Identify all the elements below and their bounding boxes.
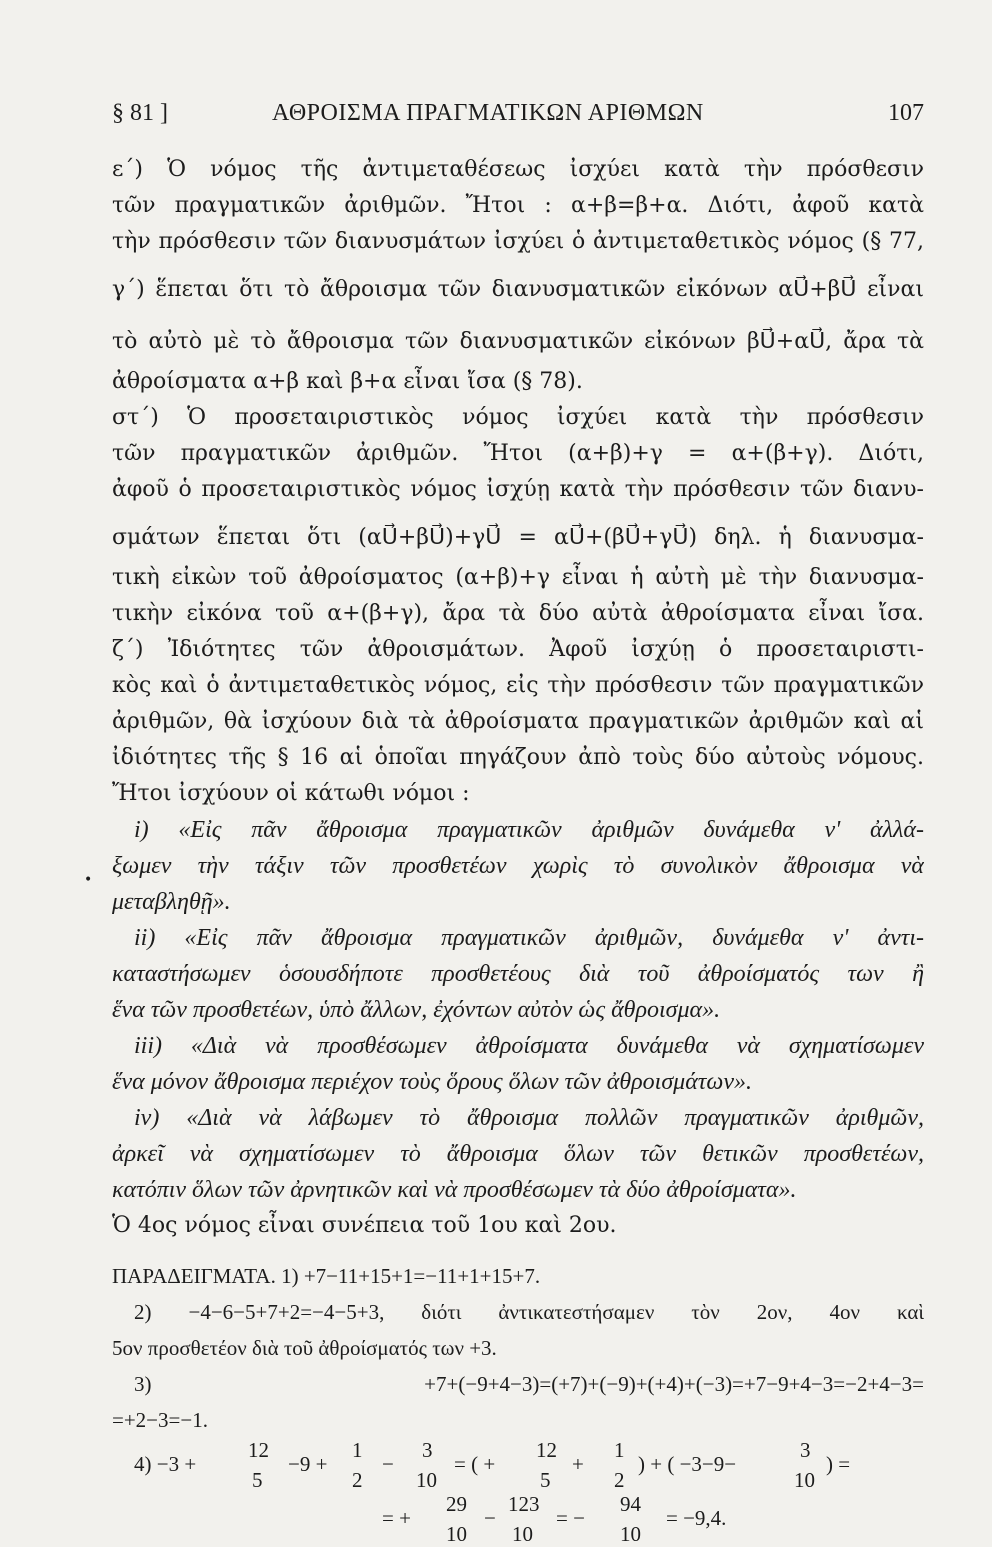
frac-numerator: 12	[248, 1438, 269, 1462]
frac-denominator: 10	[512, 1522, 533, 1546]
ex4-text: = +	[382, 1506, 411, 1530]
law-line: ii) «Εἰς πᾶν ἄθροισμα πραγματικῶν ἀριθμῶν, δυνάμεθα ν' ἀντι-	[134, 925, 924, 951]
ex4-text: = −	[556, 1506, 585, 1530]
frac-numerator: 1	[614, 1438, 625, 1462]
ex4-text: −9 +	[288, 1452, 328, 1476]
ex4-label: 4) −3 +	[134, 1452, 197, 1476]
text-line: τικὴ εἰκὼν τοῦ ἀθροίσματος (α+β)+γ εἶναι ἡ αὐτὴ μὲ τὴν διανυσμα-	[112, 565, 924, 590]
text-line: τὴν πρόσθεσιν τῶν διανυσμάτων ἰσχύει ὁ ἀντιμεταθετικὸς νόμος (§ 77,	[112, 229, 924, 254]
frac-denominator: 2	[614, 1468, 625, 1492]
ex4-text: +	[572, 1452, 584, 1476]
law-line: καταστήσωμεν ὁσουσδήποτε προσθετέους διὰ τοῦ ἀθροίσματός των ἢ	[112, 961, 924, 987]
law-line: iv) «Διὰ νὰ λάβωμεν τὸ ἄθροισμα πολλῶν πραγματικῶν ἀριθμῶν,	[134, 1105, 924, 1131]
frac-denominator: 5	[252, 1468, 263, 1492]
law-line: ἕνα μόνον ἄθροισμα περιέχον τοὺς ὅρους ὅλων τῶν ἀθροισμάτων».	[112, 1069, 752, 1095]
frac-denominator: 10	[794, 1468, 815, 1492]
law-line: i) «Εἰς πᾶν ἄθροισμα πραγματικῶν ἀριθμῶν δυνάμεθα ν' ἀλλά-	[134, 817, 924, 843]
ex4-text: ) + ( −3−9−	[638, 1452, 737, 1476]
frac-numerator: 1	[352, 1438, 363, 1462]
ex4-text: = ( +	[454, 1452, 496, 1476]
frac-numerator: 29	[446, 1492, 467, 1516]
example-line: =+2−3=−1.	[112, 1408, 208, 1432]
law-line: iii) «Διὰ νὰ προσθέσωμεν ἀθροίσματα δυνάμεθα νὰ σχηματίσωμεν	[134, 1033, 924, 1059]
text-line: ἀριθμῶν, θὰ ἰσχύουν διὰ τὰ ἀθροίσματα πραγματικῶν ἀριθμῶν καὶ αἱ	[112, 709, 924, 734]
body-text	[112, 152, 924, 1546]
frac-numerator: 3	[800, 1438, 811, 1462]
text-line: Ὁ 4ος νόμος εἶναι συνέπεια τοῦ 1ου καὶ 2ου.	[112, 1213, 617, 1238]
text-line: κὸς καὶ ὁ ἀντιμεταθετικὸς νόμος, εἰς τὴν πρόσθεσιν τῶν πραγματικῶν	[112, 673, 924, 698]
text-line: στ΄) Ὁ προσεταιριστικὸς νόμος ἰσχύει κατὰ τὴν πρόσθεσιν	[112, 405, 924, 430]
frac-numerator: 94	[620, 1492, 641, 1516]
page-number: 107	[888, 100, 924, 126]
frac-numerator: 123	[508, 1492, 540, 1516]
frac-denominator: 10	[620, 1522, 641, 1546]
example-line: ΠΑΡΑΔΕΙΓΜΑΤΑ. 1) +7−11+15+1=−11+1+15+7.	[112, 1264, 541, 1288]
section-ref: § 81 ]	[112, 100, 168, 126]
law-line: μεταβληθῇ».	[112, 889, 231, 915]
text-line: ἰδιότητες τῆς § 16 αἱ ὁποῖαι πηγάζουν ἀπὸ τοὺς δύο αὐτοὺς νόμους.	[112, 745, 924, 770]
ex4-result: = −9,4.	[666, 1506, 727, 1530]
text-line: ἀφοῦ ὁ προσεταιριστικὸς νόμος ἰσχύῃ κατὰ τὴν πρόσθεσιν τῶν διανυ-	[112, 477, 924, 502]
law-line: ἕνα τῶν προσθετέων, ὑπὸ ἄλλων, ἐχόντων αὐτὸν ὡς ἄθροισμα».	[112, 997, 721, 1023]
frac-denominator: 5	[540, 1468, 551, 1492]
page-header	[112, 100, 924, 136]
text-line: τὸ αὐτὸ μὲ τὸ ἄθροισμα τῶν διανυσματικῶν εἰκόνων βU⃗+αU⃗, ἄρα τὰ	[112, 329, 924, 354]
frac-denominator: 2	[352, 1468, 363, 1492]
example-line: 3) +7+(−9+4−3)=(+7)+(−9)+(+4)+(−3)=+7−9+4−3=−2+4−3=	[134, 1372, 924, 1396]
example-4-line-2	[112, 1492, 924, 1546]
frac-numerator: 12	[536, 1438, 557, 1462]
example-line: 2) −4−6−5+7+2=−4−5+3, διότι ἀντικατεστήσαμεν τὸν 2ον, 4ον καὶ	[134, 1300, 924, 1324]
text-line: γ΄) ἕπεται ὅτι τὸ ἄθροισμα τῶν διανυσματικῶν εἰκόνων αU⃗+βU⃗ εἶναι	[112, 277, 924, 302]
text-line: τικὴν εἰκόνα τοῦ α+(β+γ), ἄρα τὰ δύο αὐτὰ ἀθροίσματα εἶναι ἴσα.	[112, 601, 924, 626]
law-line: ἀρκεῖ νὰ σχηματίσωμεν τὸ ἄθροισμα ὅλων τῶν θετικῶν προσθετέων,	[112, 1141, 924, 1167]
law-line: κατόπιν ὅλων τῶν ἀρνητικῶν καὶ νὰ προσθέσωμεν τὰ δύο ἀθροίσματα».	[112, 1177, 797, 1203]
ex4-text: ) =	[826, 1452, 851, 1476]
example-line: 5ον προσθετέον διὰ τοῦ ἀθροίσματός των +3.	[112, 1336, 497, 1360]
text-line: τῶν πραγματικῶν ἀριθμῶν. Ἤτοι (α+β)+γ = α+(β+γ). Διότι,	[112, 441, 924, 466]
law-line: ξωμεν τὴν τάξιν τῶν προσθετέων χωρὶς τὸ συνολικὸν ἄθροισμα νὰ	[112, 853, 924, 879]
text-line: Ἤτοι ἰσχύουν οἱ κάτωθι νόμοι :	[112, 781, 470, 806]
text-line: ε΄) Ὁ νόμος τῆς ἀντιμεταθέσεως ἰσχύει κατὰ τὴν πρόσθεσιν	[112, 157, 924, 182]
ex4-text: −	[484, 1506, 496, 1530]
ex4-text: −	[382, 1452, 394, 1476]
text-line: ἀθροίσματα α+β καὶ β+α εἶναι ἴσα (§ 78).	[112, 369, 583, 394]
example-4-line-1	[112, 1438, 924, 1492]
frac-denominator: 10	[416, 1468, 437, 1492]
text-line: ζ΄) Ἰδιότητες τῶν ἀθροισμάτων. Ἀφοῦ ἰσχύῃ ὁ προσεταιριστι-	[112, 637, 924, 662]
frac-numerator: 3	[422, 1438, 433, 1462]
running-title: ΑΘΡΟΙΣΜΑ ΠΡΑΓΜΑΤΙΚΩΝ ΑΡΙΘΜΩΝ	[272, 100, 704, 126]
margin-mark: •	[84, 872, 93, 888]
frac-denominator: 10	[446, 1522, 467, 1546]
text-line: σμάτων ἕπεται ὅτι (αU⃗+βU⃗)+γU⃗ = αU⃗+(βU⃗+γU⃗) δηλ. ἡ διανυσμα-	[112, 525, 924, 550]
text-line: τῶν πραγματικῶν ἀριθμῶν. Ἤτοι : α+β=β+α. Διότι, ἀφοῦ κατὰ	[112, 193, 924, 218]
